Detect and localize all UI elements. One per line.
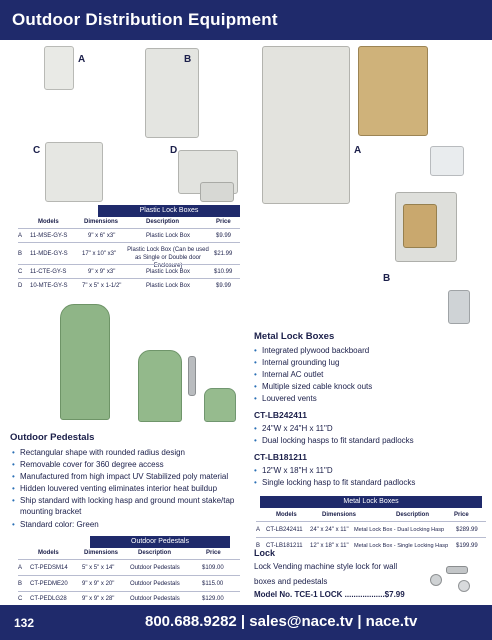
plastic-box-c-image <box>45 142 103 202</box>
row-price: $199.99 <box>456 543 478 549</box>
metal-heading: Metal Lock Boxes <box>254 331 335 342</box>
pedestal-bracket-image <box>188 356 196 396</box>
row-description: Metal Lock Box - Single Locking Hasp <box>354 543 449 549</box>
row-price: $21.99 <box>214 251 233 257</box>
row-key: B <box>256 543 261 549</box>
pedestal-bullet: • Standard color: Green <box>20 519 250 530</box>
metal-model2-bullet: • Single locking hasp to fit standard padlocks <box>262 477 482 488</box>
row-model: CT-PEDLG28 <box>30 596 67 602</box>
lock-heading: Lock <box>254 548 276 558</box>
pedestal-tall-image <box>60 304 110 420</box>
lock-description-line: Lock Vending machine style lock for wall <box>254 562 398 571</box>
row-model: CT-LB181211 <box>266 543 303 549</box>
row-dimensions: 9" x 9" x3" <box>88 269 116 275</box>
col-description: Description <box>146 219 180 225</box>
row-dimensions: 5" x 5" x 14" <box>82 565 115 571</box>
photo-label-d: D <box>170 145 178 156</box>
metal-bullet: • Multiple sized cable knock outs <box>262 381 482 392</box>
row-key: D <box>18 283 23 289</box>
row-key: A <box>18 233 23 239</box>
metal-model1-bullet: • Dual locking hasps to fit standard padlocks <box>262 435 482 446</box>
row-description: Outdoor Pedestals <box>130 596 180 602</box>
lock-cylinder-image <box>430 574 442 586</box>
pedestal-table-title: Outdoor Pedestals <box>90 536 230 548</box>
metal-box-b-plywood-image <box>403 204 437 248</box>
metal-box-b-hasp-image <box>448 290 470 324</box>
table-row <box>18 242 240 269</box>
pedestal-medium-image <box>138 350 182 422</box>
row-model: 11-MDE-GY-S <box>30 251 68 257</box>
row-description: Plastic Lock Box <box>146 233 191 239</box>
metal-table-title: Metal Lock Boxes <box>260 496 482 508</box>
row-price: $129.00 <box>202 596 224 602</box>
row-key: A <box>18 565 23 571</box>
row-key: B <box>18 581 23 587</box>
pedestal-bullet: • Manufactured from high impact UV Stabilized poly material <box>20 471 254 482</box>
row-description: Plastic Lock Box <box>146 269 191 275</box>
metal-model2-bullet: • 12"W x 18"H x 11"D <box>262 465 482 476</box>
row-dimensions: 9" x 9" x 20" <box>82 581 115 587</box>
page-header <box>0 0 492 40</box>
table-row <box>18 264 240 278</box>
row-model: CT-PEDSM14 <box>30 565 68 571</box>
row-dimensions: 12" x 18" x 11" <box>310 543 349 549</box>
row-model: 11-MSE-GY-S <box>30 233 68 239</box>
metal-bullet: • Integrated plywood backboard <box>262 345 482 356</box>
table-row <box>256 521 486 537</box>
table-row <box>18 575 240 591</box>
page-title: Outdoor Distribution Equipment <box>12 10 278 29</box>
row-model: 11-CTE-GY-S <box>30 269 67 275</box>
photo-label-b-right: B <box>383 273 391 284</box>
metal-model1-bullet: • 24"W x 24"H x 11"D <box>262 423 482 434</box>
metal-bullet: • Internal grounding lug <box>262 357 482 368</box>
row-dimensions: 9" x 9" x 28" <box>82 596 115 602</box>
table-row <box>18 278 240 292</box>
col-dimensions: Dimensions <box>84 219 119 225</box>
row-description: Outdoor Pedestals <box>130 565 180 571</box>
metal-model1-name: CT-LB242411 <box>254 410 307 420</box>
row-model: CT-LB242411 <box>266 527 303 533</box>
col-description: Description <box>138 550 172 556</box>
photo-label-a-right: A <box>354 145 362 156</box>
pedestal-bullet: • Rectangular shape with rounded radius design <box>20 447 250 458</box>
col-models: Models <box>38 550 59 556</box>
col-dimensions: Dimensions <box>322 512 357 518</box>
row-description: Plastic Lock Box <box>146 283 191 289</box>
photo-label-c: C <box>33 145 41 156</box>
plastic-box-d-inner-image <box>200 182 234 202</box>
lock-cam-image <box>446 566 468 574</box>
col-models: Models <box>276 512 297 518</box>
page-number: 132 <box>14 616 35 630</box>
metal-box-a-outlet-image <box>430 146 464 176</box>
photo-label-b-top: B <box>184 54 192 65</box>
col-price: Price <box>454 512 469 518</box>
table-row <box>18 228 240 242</box>
photo-label-a-top: A <box>78 54 86 65</box>
row-dimensions: 7" x 5" x 1-1/2" <box>82 283 122 289</box>
row-key: B <box>18 251 23 257</box>
row-key: C <box>18 596 23 602</box>
col-description: Description <box>396 512 430 518</box>
pedestal-bullet: • Ship standard with locking hasp and ground mount stake/tap mounting bracket <box>20 495 238 517</box>
pedestal-bullet: • Removable cover for 360 degree access <box>20 459 250 470</box>
contact-info: 800.688.9282 | sales@nace.tv | nace.tv <box>145 613 418 630</box>
row-price: $115.00 <box>202 581 224 587</box>
row-description: Metal Lock Box - Dual Locking Hasp <box>354 527 445 533</box>
row-model: CT-PEDME20 <box>30 581 68 587</box>
row-dimensions: 24" x 24" x 11" <box>310 527 349 533</box>
page-footer <box>0 605 492 640</box>
metal-box-a-image <box>262 46 350 204</box>
lock-nut-image <box>458 580 470 592</box>
row-description: Outdoor Pedestals <box>130 581 180 587</box>
row-dimensions: 17" x 10" x3" <box>82 251 117 257</box>
row-key: A <box>256 527 261 533</box>
row-price: $289.99 <box>456 527 478 533</box>
plastic-box-a-image <box>44 46 74 90</box>
metal-model2-name: CT-LB181211 <box>254 452 307 462</box>
pedestal-bullet: • Hidden louvered venting eliminates interior heat buildup <box>20 483 254 494</box>
row-key: C <box>18 269 23 275</box>
plastic-table-title: Plastic Lock Boxes <box>98 205 240 217</box>
row-dimensions: 9" x 6" x3" <box>88 233 116 239</box>
table-row <box>256 537 486 553</box>
table-row <box>18 591 240 605</box>
metal-box-a-backboard-image <box>358 46 428 136</box>
row-price: $9.99 <box>216 283 232 289</box>
metal-bullet: • Louvered vents <box>262 393 482 404</box>
row-price: $10.99 <box>214 269 233 275</box>
col-price: Price <box>216 219 231 225</box>
row-price: $109.00 <box>202 565 224 571</box>
col-dimensions: Dimensions <box>84 550 119 556</box>
lock-model-line: Model No. TCE-1 LOCK ..................$7.99 <box>254 590 405 599</box>
pedestal-heading: Outdoor Pedestals <box>10 432 95 443</box>
col-models: Models <box>38 219 59 225</box>
metal-bullet: • Internal AC outlet <box>262 369 482 380</box>
table-row <box>18 559 240 575</box>
col-price: Price <box>206 550 221 556</box>
row-description: Plastic Lock Box (Can be used as Single or Double door Enclosure) <box>127 247 209 269</box>
pedestal-small-image <box>204 388 236 422</box>
row-model: 10-MTE-GY-S <box>30 283 68 289</box>
row-price: $9.99 <box>216 233 232 239</box>
lock-description-line: boxes and pedestals <box>254 577 328 586</box>
